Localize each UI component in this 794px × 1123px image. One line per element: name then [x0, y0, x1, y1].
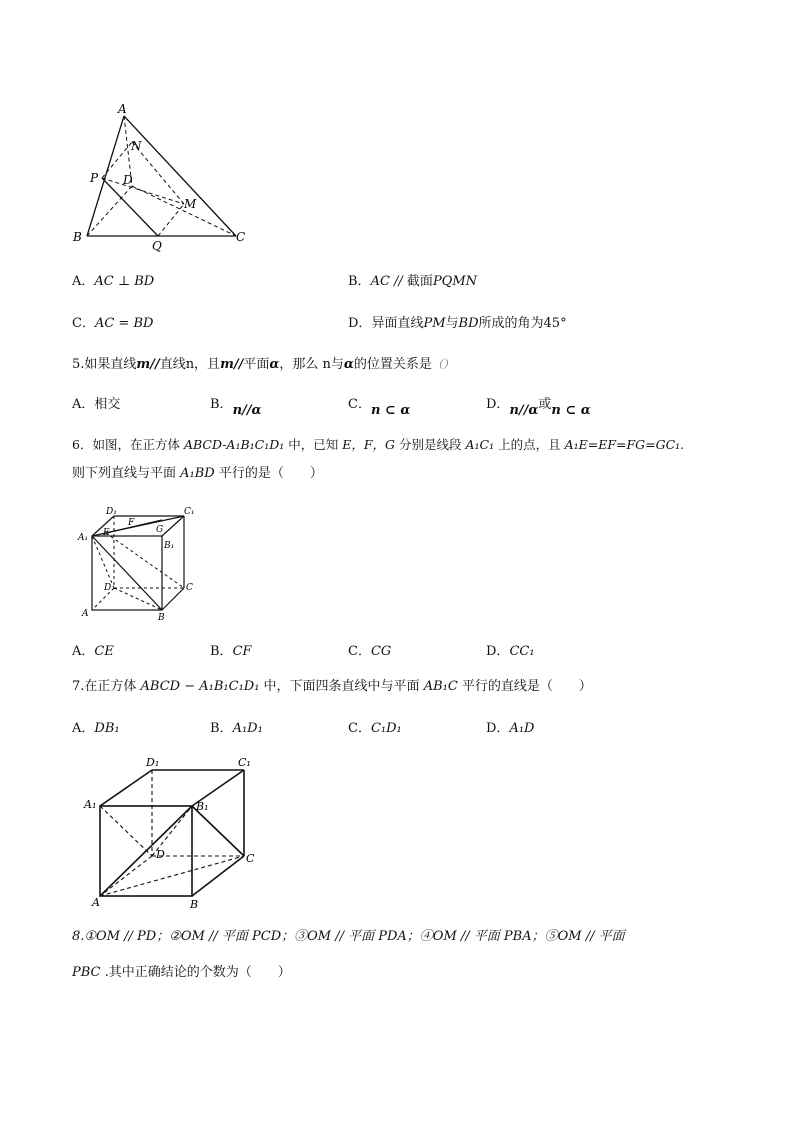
- stem-math: ABCD-A₁B₁C₁D₁: [183, 437, 285, 452]
- option-text: CE: [94, 644, 114, 659]
- edge-d-a: [100, 856, 152, 896]
- label-b: B: [73, 230, 82, 244]
- edge-a1-d1: [100, 770, 152, 806]
- q4-option-c[interactable]: [72, 315, 153, 333]
- q6-option-d[interactable]: [486, 643, 535, 661]
- option-text: 异面直线: [371, 316, 424, 331]
- option-text: CF: [232, 644, 252, 659]
- stem-text: 平行的是（ ）: [214, 466, 323, 481]
- option-text: A₁D₁: [232, 721, 263, 736]
- stem-math: A₁C₁: [465, 437, 495, 452]
- label-g: G: [156, 525, 164, 535]
- option-letter: B．: [210, 721, 233, 736]
- q4-option-b[interactable]: [348, 273, 477, 291]
- label-a1: A₁: [78, 533, 89, 543]
- option-text: n ⊂ α: [551, 403, 591, 418]
- option-text: BD: [458, 316, 479, 331]
- stem-math: E，F，G: [342, 437, 396, 452]
- label-b1: B₁: [196, 800, 209, 813]
- edge-b1-c: [192, 806, 244, 856]
- q7-option-b[interactable]: [210, 720, 263, 738]
- edge-a1-d: [100, 806, 152, 856]
- stem-math: α: [269, 357, 280, 372]
- option-text: PQMN: [432, 274, 478, 289]
- label-b1: B₁: [164, 541, 175, 551]
- q8-stem-line1: [72, 928, 625, 946]
- option-text: 45°: [543, 316, 567, 331]
- label-c1: C₁: [184, 507, 195, 517]
- q4-option-d[interactable]: [348, 315, 567, 333]
- q4-option-a[interactable]: [72, 273, 154, 291]
- label-d1: D₁: [106, 507, 117, 517]
- option-letter: C．: [348, 397, 371, 412]
- q5-stem: [72, 356, 454, 374]
- edge-a1-b: [92, 536, 162, 610]
- label-a1: A₁: [84, 798, 97, 811]
- edge-c-b: [192, 856, 244, 896]
- stem-math: ABCD − A₁B₁C₁D₁: [140, 679, 260, 694]
- label-n: N: [131, 139, 142, 153]
- label-a: A: [82, 609, 89, 619]
- option-letter: A．: [72, 274, 95, 289]
- stem-math: A₁BD: [180, 466, 215, 481]
- option-text: CC₁: [509, 644, 535, 659]
- label-d: D: [123, 173, 133, 187]
- option-letter: D．: [348, 316, 372, 331]
- label-f: F: [128, 518, 135, 528]
- option-letter: B．: [210, 644, 233, 659]
- option-text: 相交: [94, 397, 121, 412]
- q8-stem-line2: [72, 964, 291, 982]
- label-c1: C₁: [238, 756, 251, 769]
- option-letter: A．: [72, 721, 95, 736]
- cube-figure-q7: [80, 752, 270, 912]
- option-letter: D．: [486, 721, 510, 736]
- option-text: 与: [445, 316, 459, 331]
- option-letter: A．: [72, 397, 95, 412]
- label-c: C: [236, 230, 246, 244]
- option-text: AC ⊥ BD: [94, 274, 155, 289]
- stem-math: A₁E=EF=FG=GC₁.: [564, 437, 685, 452]
- label-a: A: [118, 102, 127, 116]
- tetrahedron-figure: [60, 96, 260, 256]
- cube-figure-q6: [70, 500, 210, 630]
- q7-option-c[interactable]: [348, 720, 402, 738]
- option-text: AC = BD: [94, 316, 154, 331]
- label-b: B: [158, 613, 165, 623]
- option-text: n//α: [509, 403, 539, 418]
- q5-option-d[interactable]: [486, 396, 591, 418]
- label-m: M: [184, 197, 197, 211]
- option-text: n ⊂ α: [370, 403, 411, 418]
- label-b: B: [190, 898, 199, 911]
- stem-text: 中，已知: [284, 437, 343, 452]
- label-p: P: [90, 171, 99, 185]
- option-text: C₁D₁: [370, 721, 402, 736]
- option-letter: D．: [486, 397, 510, 412]
- stem-math: m//: [136, 357, 160, 372]
- stem-math: α: [343, 357, 354, 372]
- option-text: DB₁: [94, 721, 120, 736]
- stem-text: 分别是线段: [395, 437, 466, 452]
- stem-text: ，那么 n与: [279, 357, 344, 372]
- option-text: CG: [370, 644, 392, 659]
- label-d1: D₁: [146, 756, 160, 769]
- q6-stem-line2: [72, 465, 323, 483]
- q6-option-c[interactable]: [348, 643, 391, 661]
- option-letter: B．: [348, 274, 371, 289]
- stem-math: m//: [220, 357, 244, 372]
- stem-text: 7.在正方体: [72, 679, 141, 694]
- label-a: A: [92, 896, 100, 909]
- q7-option-a[interactable]: [72, 720, 120, 738]
- edge-a-c: [100, 856, 244, 896]
- option-letter: D．: [486, 644, 510, 659]
- edge-qm: [158, 204, 184, 236]
- question-number: 5.: [72, 357, 85, 372]
- option-text: n//α: [232, 403, 262, 418]
- option-text: A₁D: [509, 721, 535, 736]
- stem-text: 上的点，且: [494, 437, 565, 452]
- stem-text: 直线n，且: [159, 357, 221, 372]
- q6-option-a[interactable]: [72, 643, 114, 661]
- edge-bd: [87, 186, 132, 236]
- label-c: C: [186, 583, 193, 593]
- q7-option-d[interactable]: [486, 720, 534, 738]
- label-c: C: [246, 852, 255, 865]
- option-letter: A．: [72, 644, 95, 659]
- option-text: 所成的角为: [478, 316, 544, 331]
- q5-option-a[interactable]: [72, 396, 120, 414]
- label-d: D: [104, 583, 112, 593]
- option-text: PM: [423, 316, 446, 331]
- stem-text: 平面: [243, 357, 270, 372]
- stem-text: 如果直线: [84, 357, 137, 372]
- option-text: AC //: [370, 274, 407, 289]
- stem-text: 6．如图，在正方体: [72, 437, 184, 452]
- option-letter: C．: [348, 644, 371, 659]
- stem-text: 则下列直线与平面: [72, 466, 181, 481]
- stem-math: PBC: [72, 965, 101, 980]
- edge-a1-d: [92, 536, 114, 588]
- label-q: Q: [152, 239, 162, 253]
- option-letter: B．: [210, 397, 233, 412]
- stem-text: 平行的直线是（ ）: [457, 679, 592, 694]
- q7-stem: [72, 678, 592, 696]
- edge-c-b: [162, 588, 184, 610]
- label-e: E: [103, 528, 110, 538]
- stem-text: 8.①OM // PD；②OM // 平面 PCD；③OM // 平面 PDA；④OM // 平面 PBA；⑤OM // 平面: [72, 929, 625, 944]
- stem-text: 的位置关系是: [353, 357, 432, 372]
- option-letter: C．: [348, 721, 371, 736]
- stem-text: .其中正确结论的个数为（ ）: [100, 965, 291, 980]
- edge-a-b1: [100, 806, 192, 896]
- stem-text: （）: [431, 358, 454, 371]
- q5-option-c[interactable]: [348, 396, 411, 418]
- stem-math: AB₁C: [423, 679, 458, 694]
- stem-text: 中，下面四条直线中与平面: [259, 679, 424, 694]
- q6-option-b[interactable]: [210, 643, 252, 661]
- label-d: D: [156, 848, 165, 861]
- q6-stem-line1: [72, 436, 684, 454]
- option-letter: C．: [72, 316, 95, 331]
- q5-option-b[interactable]: [210, 396, 262, 418]
- option-text: 或: [538, 397, 552, 412]
- edge-dc: [132, 186, 236, 236]
- edge-d-b: [114, 588, 162, 610]
- option-text: 截面: [406, 274, 433, 289]
